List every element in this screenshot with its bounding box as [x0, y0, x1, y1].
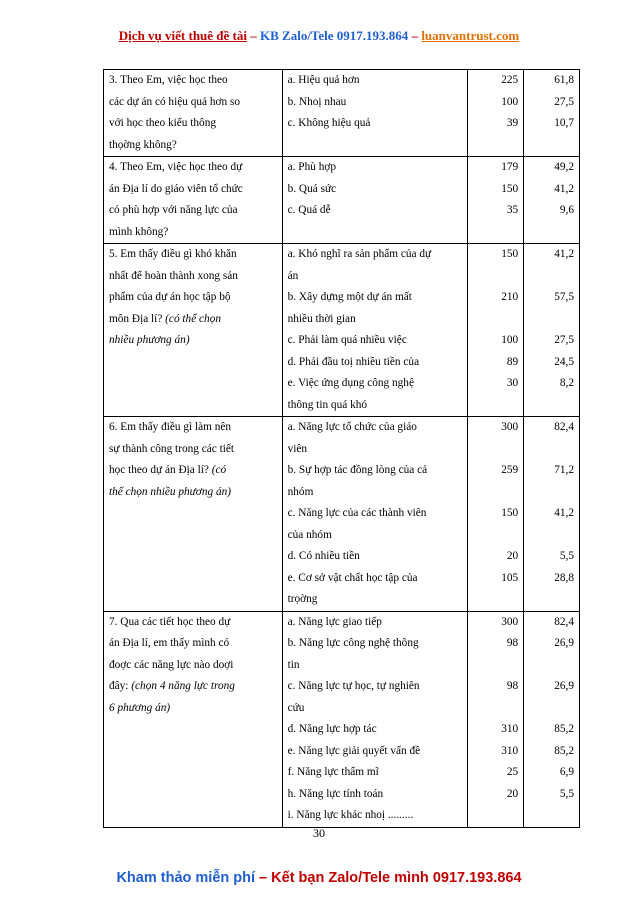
question-text: 7. Qua các tiết học theo dự: [109, 615, 231, 628]
footer-text-2: – Kết bạn Zalo/Tele mình 0917.193.864: [255, 870, 522, 886]
count-value: 300: [501, 421, 519, 433]
percent-value: [529, 525, 574, 547]
count-value: 39: [506, 117, 519, 129]
question-cell: [104, 417, 283, 612]
answer-text: án: [287, 269, 299, 282]
count-value: 98: [506, 637, 519, 649]
answer-cell: [282, 157, 468, 244]
percent-cell: [524, 70, 580, 157]
answer-text: b. Sự hợp tác đồng lòng của cả: [287, 464, 428, 476]
question-cell: [104, 70, 283, 157]
count-value: 20: [506, 550, 519, 562]
answer-cell: [282, 244, 468, 417]
percent-value: 10,7: [554, 117, 574, 129]
answer-text: trọờng: [287, 593, 318, 605]
percent-cell: [524, 157, 580, 244]
question-note: (có: [208, 464, 227, 476]
header-separator: –: [408, 28, 422, 43]
count-value: 300: [501, 615, 519, 628]
page-header: [0, 28, 638, 44]
count-value: 25: [506, 766, 519, 778]
count-cell: [468, 611, 524, 827]
question-line: [109, 70, 277, 92]
count-value: 100: [501, 334, 519, 346]
question-line: [109, 266, 277, 288]
question-text: đoợc các năng lực nào doợi: [109, 658, 234, 671]
question-line: [109, 244, 277, 266]
question-note: (có thể chọn: [162, 312, 222, 325]
header-separator: –: [247, 28, 260, 43]
percent-value: [529, 266, 574, 288]
question-text: nhất để hoàn thành xong sản: [109, 269, 238, 282]
question-line: [109, 676, 277, 698]
percent-value: 85,2: [554, 723, 574, 735]
percent-cell: [524, 244, 580, 417]
count-value: 98: [506, 680, 519, 692]
percent-value: [529, 309, 574, 331]
answer-text: e. Việc ứng dụng công nghệ: [287, 377, 414, 389]
count-value: 35: [506, 204, 519, 216]
answer-text: b. Nhoị nhau: [287, 95, 347, 108]
count-value: [473, 395, 518, 417]
question-cell: [104, 611, 283, 827]
question-line: [109, 135, 277, 157]
answer-text: a. Phù hợp: [287, 161, 336, 173]
count-value: [473, 698, 518, 720]
answer-text: a. Hiệu quả hơn: [287, 74, 360, 86]
table-row: [104, 70, 580, 157]
answer-text: h. Năng lực tính toán: [287, 787, 384, 800]
answer-text: a. Năng lực giao tiếp: [287, 615, 382, 628]
count-value: [473, 525, 518, 547]
count-value: 30: [506, 377, 519, 389]
count-value: 150: [501, 248, 519, 260]
count-value: [473, 309, 518, 331]
answer-text: của nhóm: [287, 528, 332, 541]
question-cell: [104, 157, 283, 244]
answer-text: c. Phải làm quá nhiều việc: [287, 334, 407, 346]
table-row: [104, 244, 580, 417]
question-text: có phù hợp với năng lực của: [109, 204, 238, 216]
question-line: [109, 179, 277, 201]
answer-text: f. Năng lực thẩm mĩ: [287, 766, 379, 778]
question-text: học theo dự án Địa lí?: [109, 464, 209, 476]
question-cell: [104, 244, 283, 417]
question-line: [109, 460, 277, 482]
percent-value: 24,5: [554, 355, 574, 368]
question-line: [109, 222, 277, 244]
percent-cell: [524, 611, 580, 827]
percent-value: 9,6: [559, 204, 574, 216]
percent-value: [529, 589, 574, 611]
percent-value: 5,5: [559, 550, 574, 562]
question-text: án Địa lí do giáo viên tổ chức: [109, 182, 243, 195]
count-cell: [468, 417, 524, 612]
percent-value: [529, 805, 574, 827]
answer-text: cứu: [287, 701, 305, 714]
answer-text: e. Năng lực giải quyết vấn đề: [287, 744, 421, 757]
count-value: 100: [501, 95, 519, 108]
question-line: [109, 113, 277, 135]
percent-value: 26,9: [554, 680, 574, 692]
percent-value: 6,9: [559, 766, 574, 778]
question-line: [109, 287, 277, 309]
percent-value: 27,5: [554, 334, 574, 346]
question-line: [109, 633, 277, 655]
table-row: [104, 157, 580, 244]
question-text: với học theo kiểu thông: [109, 117, 217, 129]
count-value: 150: [501, 507, 519, 519]
percent-value: 8,2: [559, 377, 574, 389]
question-line: [109, 92, 277, 114]
percent-value: 82,4: [554, 615, 574, 628]
question-line: [109, 157, 277, 179]
answer-text: c. Năng lực tự học, tự nghiên: [287, 680, 420, 692]
question-text: mình không?: [109, 225, 169, 238]
question-text: 6. Em thấy điều gì làm nên: [109, 421, 232, 433]
answer-text: thông tin quá khó: [287, 398, 368, 411]
table-row: [104, 611, 580, 827]
percent-value: [529, 655, 574, 677]
question-line: [109, 417, 277, 439]
percent-value: [529, 395, 574, 417]
answer-text: c. Năng lực của các thành viên: [287, 507, 427, 519]
percent-value: 57,5: [554, 291, 574, 303]
count-value: [473, 439, 518, 461]
count-value: [473, 482, 518, 504]
count-value: 105: [501, 571, 519, 584]
percent-value: 5,5: [559, 787, 574, 800]
percent-value: [529, 482, 574, 504]
percent-cell: [524, 417, 580, 612]
count-value: 150: [501, 182, 519, 195]
answer-text: d. Phải đầu toị nhiều tiền của: [287, 355, 420, 368]
percent-value: 41,2: [554, 182, 574, 195]
question-text: 5. Em thấy điều gì khó khăn: [109, 248, 237, 260]
question-text: đây:: [109, 680, 129, 692]
answer-text: d. Có nhiều tiền: [287, 550, 360, 562]
answer-cell: [282, 611, 468, 827]
question-line: [109, 200, 277, 222]
percent-value: 26,9: [554, 637, 574, 649]
answer-text: i. Năng lực khác nhoị .........: [287, 809, 414, 821]
percent-value: 85,2: [554, 744, 574, 757]
answer-text: nhiều thời gian: [287, 312, 356, 325]
answer-text: c. Quá dễ: [287, 204, 331, 216]
answer-text: b. Quá sức: [287, 182, 337, 195]
page-number: 30: [313, 826, 325, 840]
percent-value: 82,4: [554, 421, 574, 433]
survey-table: [103, 69, 580, 828]
answer-text: b. Năng lực công nghệ thông: [287, 637, 419, 649]
answer-text: tin: [287, 658, 300, 671]
answer-text: c. Không hiệu quả: [287, 117, 371, 129]
question-text: 4. Theo Em, việc học theo dự: [109, 161, 243, 173]
percent-value: [529, 698, 574, 720]
answer-cell: [282, 70, 468, 157]
answer-text: nhóm: [287, 485, 314, 498]
answer-text: a. Khó nghĩ ra sản phẩm của dự: [287, 248, 432, 260]
question-line: [109, 482, 277, 504]
answer-cell: [282, 417, 468, 612]
question-text: sự thành công trong các tiết: [109, 442, 235, 455]
survey-table-body: [104, 70, 580, 828]
question-line: [109, 439, 277, 461]
question-text: 3. Theo Em, việc học theo: [109, 74, 228, 86]
count-cell: [468, 70, 524, 157]
count-value: 225: [501, 74, 519, 86]
question-text: án Địa lí, em thấy mình có: [109, 637, 230, 649]
question-line: [109, 309, 277, 331]
percent-value: 61,8: [554, 74, 574, 86]
count-value: [473, 655, 518, 677]
question-text: môn Địa lí?: [109, 312, 163, 325]
percent-value: [529, 439, 574, 461]
answer-text: e. Cơ sở vật chất học tập của: [287, 571, 418, 584]
question-text: thọờng không?: [109, 138, 177, 151]
percent-value: 71,2: [554, 464, 574, 476]
question-note: nhiều phương án): [109, 334, 190, 346]
question-note: 6 phương án): [109, 701, 171, 714]
answer-text: a. Năng lực tổ chức của giáo: [287, 421, 417, 433]
footer-text-1: Kham thảo miễn phí: [116, 870, 256, 886]
count-value: 310: [501, 744, 519, 757]
count-value: 210: [501, 291, 519, 303]
header-site-link[interactable]: luanvantrust.com: [421, 28, 520, 43]
count-cell: [468, 244, 524, 417]
count-value: 20: [506, 787, 519, 800]
question-line: [109, 612, 277, 634]
percent-value: 27,5: [554, 95, 574, 108]
answer-text: viên: [287, 442, 308, 455]
percent-value: 49,2: [554, 161, 574, 173]
answer-text: b. Xây dựng một dự án mất: [287, 291, 412, 303]
question-text: phẩm của dự án học tập bộ: [109, 291, 231, 303]
question-line: [109, 330, 277, 352]
count-value: 310: [501, 723, 519, 735]
header-service: Dịch vụ viết thuê đề tài: [118, 28, 247, 43]
count-value: 259: [501, 464, 519, 476]
percent-value: 41,2: [554, 248, 574, 260]
header-contact: KB Zalo/Tele 0917.193.864: [260, 28, 409, 43]
count-cell: [468, 157, 524, 244]
percent-value: 41,2: [554, 507, 574, 519]
answer-text: d. Năng lực hợp tác: [287, 723, 377, 735]
question-note: (chọn 4 năng lực trong: [128, 680, 235, 692]
count-value: 89: [506, 355, 519, 368]
question-line: [109, 655, 277, 677]
count-value: [473, 805, 518, 827]
percent-value: 28,8: [554, 571, 574, 584]
count-value: [473, 266, 518, 288]
question-text: các dự án có hiệu quả hơn so: [109, 95, 240, 108]
question-note: thể chọn nhiều phương án): [109, 485, 231, 498]
question-line: [109, 698, 277, 720]
count-value: 179: [501, 161, 519, 173]
page-footer: [0, 870, 638, 886]
table-row: [104, 417, 580, 612]
count-value: [473, 589, 518, 611]
